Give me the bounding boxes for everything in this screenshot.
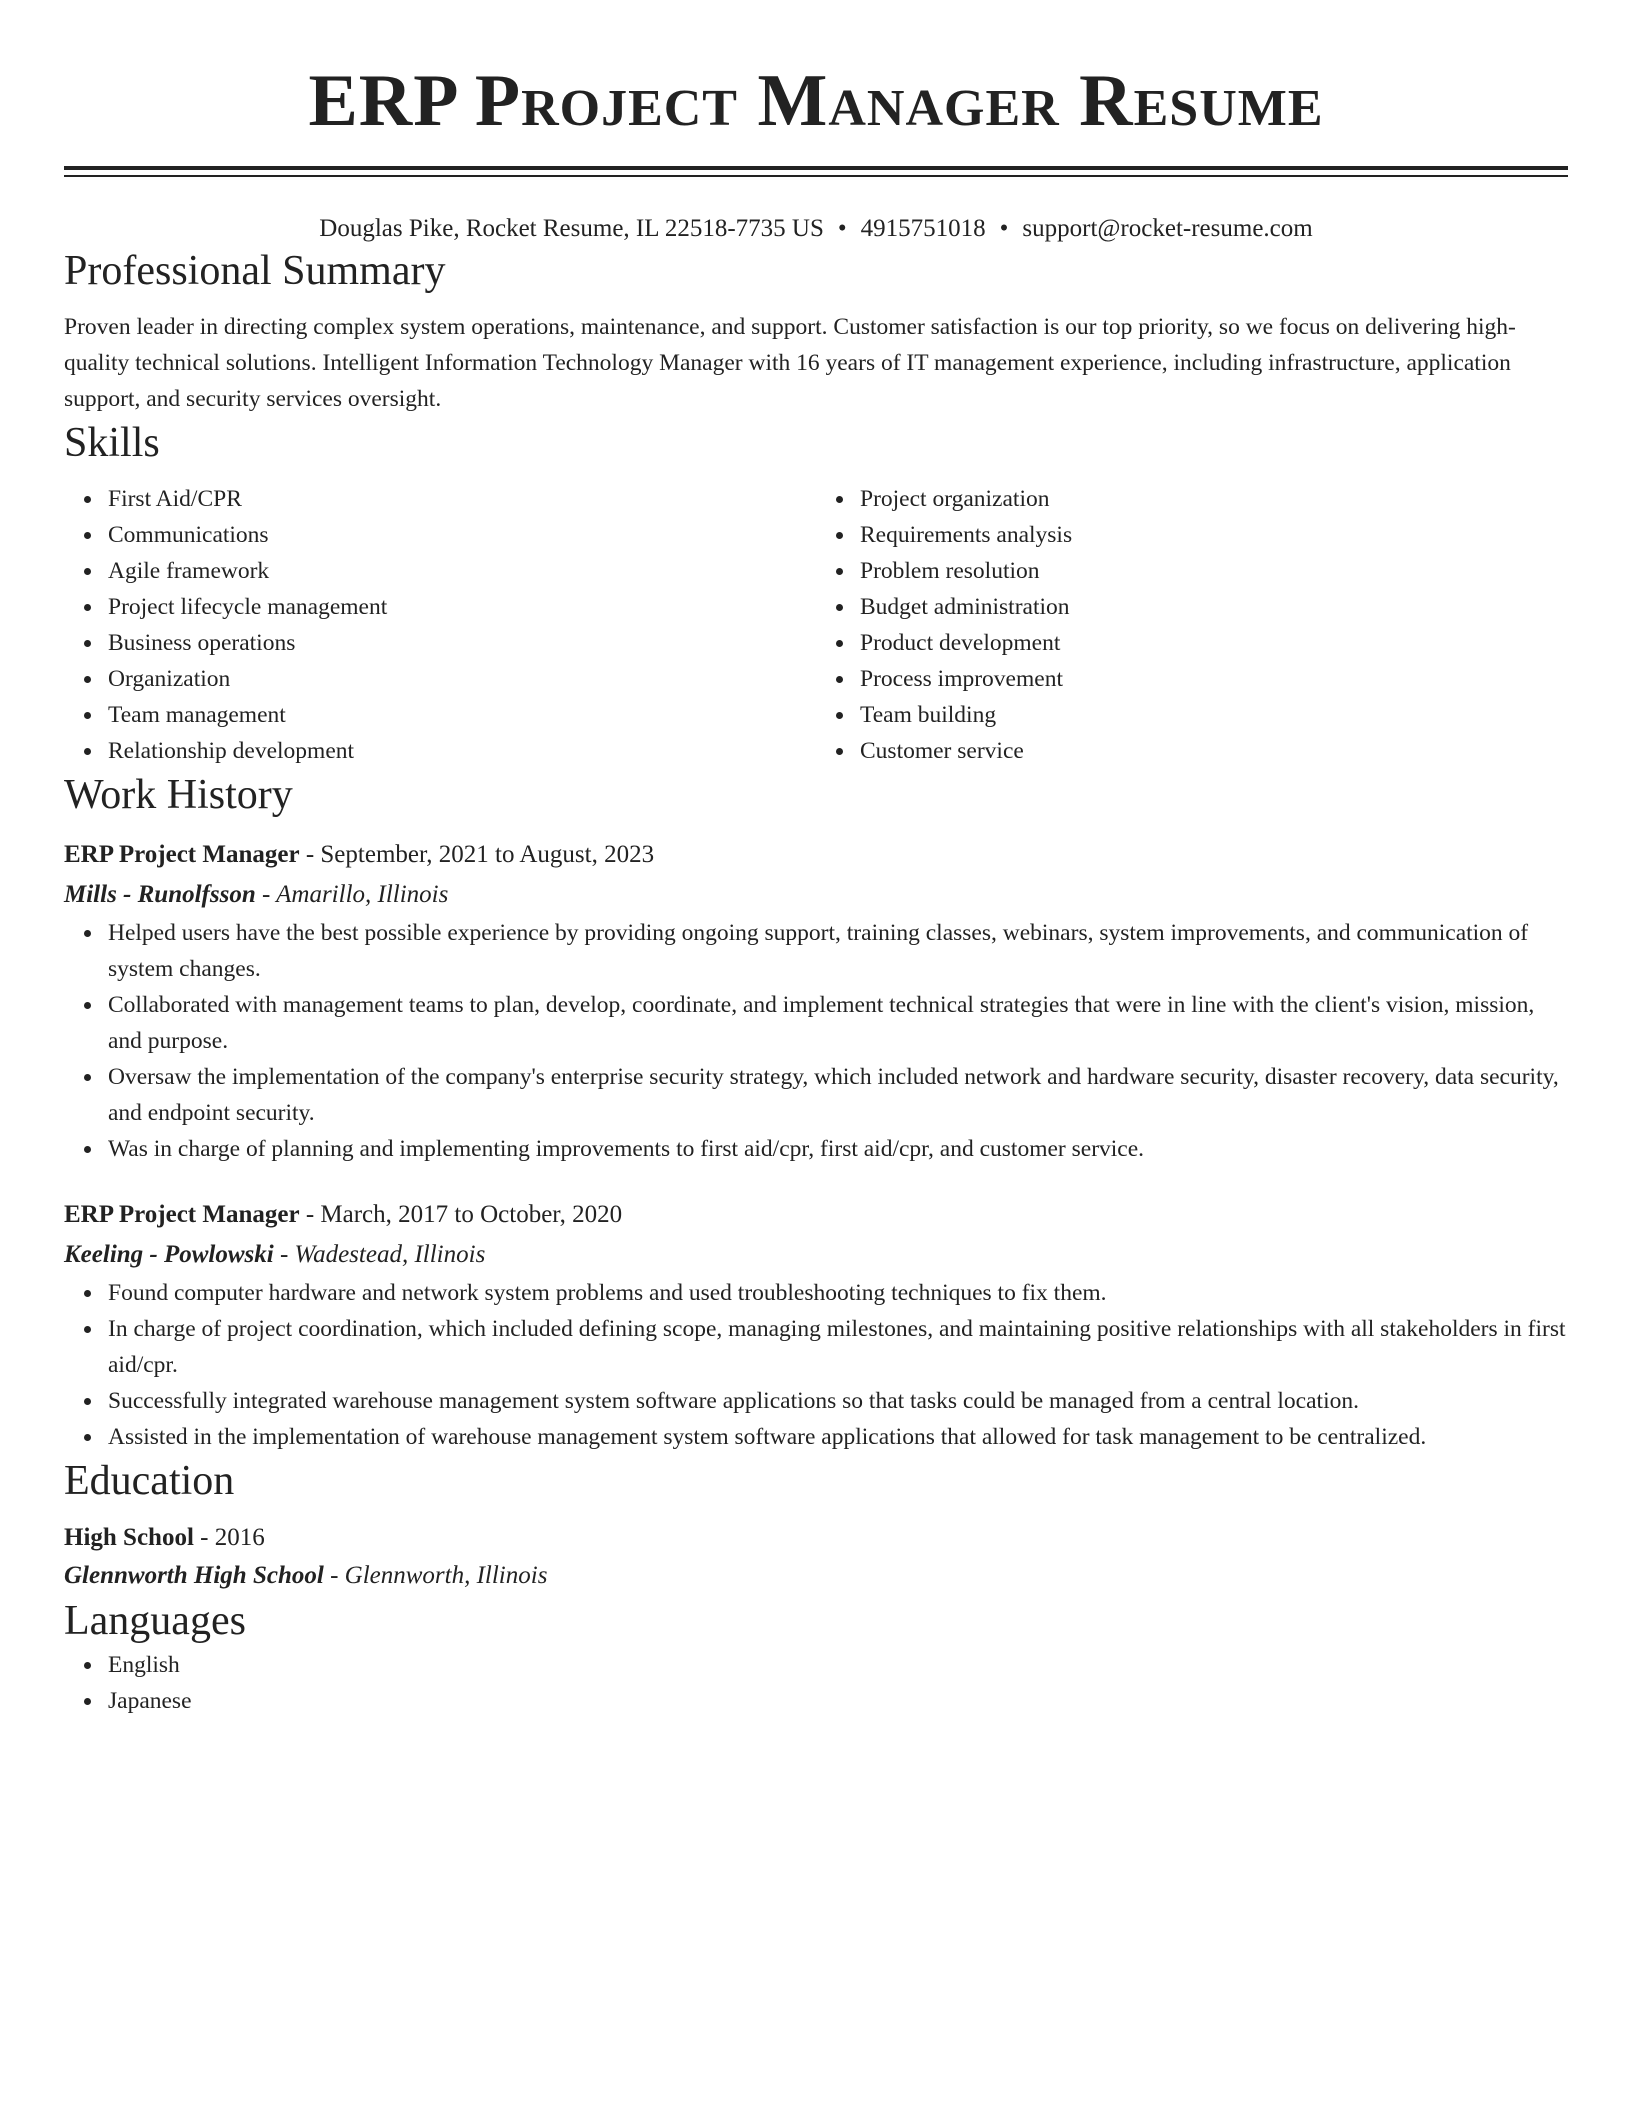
employer-location: - Amarillo, Illinois xyxy=(255,881,449,908)
summary-text: Proven leader in directing complex system operations, maintenance, and support. Customer satisfaction is our top priority, so we focus on delivering high-quality technical solutions. Intelligent Information Technology Manager with 16 years of IT management experience, including infrastructure, application support, and security services oversight. xyxy=(64,314,1516,412)
responsibility-item: Successfully integrated warehouse management system software applications so that tasks could be managed from a central location. xyxy=(108,1383,1568,1419)
job-title-line xyxy=(64,835,1568,875)
skill-item: Problem resolution xyxy=(860,553,1568,589)
skill-item: Relationship development xyxy=(108,733,816,769)
skills-heading: Skills xyxy=(64,420,160,466)
language-item: Japanese xyxy=(108,1683,1568,1719)
job-responsibilities xyxy=(64,1275,1568,1455)
responsibility-item: Helped users have the best possible experience by providing ongoing support, training classes, webinars, system improvements, and communication of system changes. xyxy=(108,915,1568,987)
employer-location: - Wadestead, Illinois xyxy=(273,1241,486,1268)
resume-title: ERP Project Manager Resume xyxy=(308,60,1324,142)
skill-item: First Aid/CPR xyxy=(108,481,816,517)
skill-item: Budget administration xyxy=(860,589,1568,625)
summary-heading: Professional Summary xyxy=(64,248,446,294)
skills-list-right xyxy=(816,481,1568,769)
skill-item: Requirements analysis xyxy=(860,517,1568,553)
job-title-line xyxy=(64,1195,1568,1235)
skill-item: Organization xyxy=(108,661,816,697)
skills-grid xyxy=(64,481,1568,769)
title-divider-thin xyxy=(64,175,1568,177)
job-entry xyxy=(64,1195,1568,1455)
job-title: ERP Project Manager xyxy=(64,1201,300,1228)
contact-line xyxy=(64,213,1568,245)
skill-item: Agile framework xyxy=(108,553,816,589)
work-history-heading: Work History xyxy=(64,772,293,818)
job-entry xyxy=(64,835,1568,1167)
responsibility-item: Assisted in the implementation of warehouse management system software applications that allowed for task management to be centralized. xyxy=(108,1419,1568,1455)
education-degree-line xyxy=(64,1519,1568,1557)
job-dates: - September, 2021 to August, 2023 xyxy=(299,841,655,868)
language-item: English xyxy=(108,1647,1568,1683)
skill-item: Customer service xyxy=(860,733,1568,769)
title-divider-thick xyxy=(64,166,1568,170)
contact-separator: • xyxy=(837,215,847,242)
contact-address: Douglas Pike, Rocket Resume, IL 22518-7735 US xyxy=(319,215,824,242)
job-dates: - March, 2017 to October, 2020 xyxy=(299,1201,623,1228)
contact-separator: • xyxy=(999,215,1009,242)
responsibility-item: In charge of project coordination, which included defining scope, managing milestones, and maintaining positive relationships with all stakeholders in first aid/cpr. xyxy=(108,1311,1568,1383)
job-responsibilities xyxy=(64,915,1568,1167)
employer-line xyxy=(64,875,1568,915)
skill-item: Project organization xyxy=(860,481,1568,517)
job-title: ERP Project Manager xyxy=(64,841,300,868)
skill-item: Team management xyxy=(108,697,816,733)
education-school: Glennworth High School xyxy=(64,1562,324,1589)
skill-item: Project lifecycle management xyxy=(108,589,816,625)
languages-heading: Languages xyxy=(64,1598,246,1644)
responsibility-item: Found computer hardware and network system problems and used troubleshooting techniques to fix them. xyxy=(108,1275,1568,1311)
contact-phone: 4915751018 xyxy=(860,215,986,242)
employer-name: Keeling - Powlowski xyxy=(64,1241,274,1268)
education-degree: High School xyxy=(64,1524,194,1551)
education-school-line xyxy=(64,1557,1568,1595)
skill-item: Business operations xyxy=(108,625,816,661)
skill-item: Process improvement xyxy=(860,661,1568,697)
skills-list-left xyxy=(64,481,816,769)
responsibility-item: Collaborated with management teams to plan, develop, coordinate, and implement technical strategies that were in line with the client's vision, mission, and purpose. xyxy=(108,987,1568,1059)
education-heading: Education xyxy=(64,1458,235,1504)
education-year: - 2016 xyxy=(193,1524,265,1551)
skill-item: Team building xyxy=(860,697,1568,733)
skill-item: Communications xyxy=(108,517,816,553)
languages-list xyxy=(64,1647,1568,1719)
responsibility-item: Oversaw the implementation of the company's enterprise security strategy, which included network and hardware security, disaster recovery, data security, and endpoint security. xyxy=(108,1059,1568,1131)
responsibility-item: Was in charge of planning and implementing improvements to first aid/cpr, first aid/cpr, and customer service. xyxy=(108,1131,1568,1167)
skill-item: Product development xyxy=(860,625,1568,661)
employer-name: Mills - Runolfsson xyxy=(64,881,256,908)
contact-email[interactable]: support@rocket-resume.com xyxy=(1022,215,1313,242)
education-location: - Glennworth, Illinois xyxy=(323,1562,548,1589)
employer-line xyxy=(64,1235,1568,1275)
